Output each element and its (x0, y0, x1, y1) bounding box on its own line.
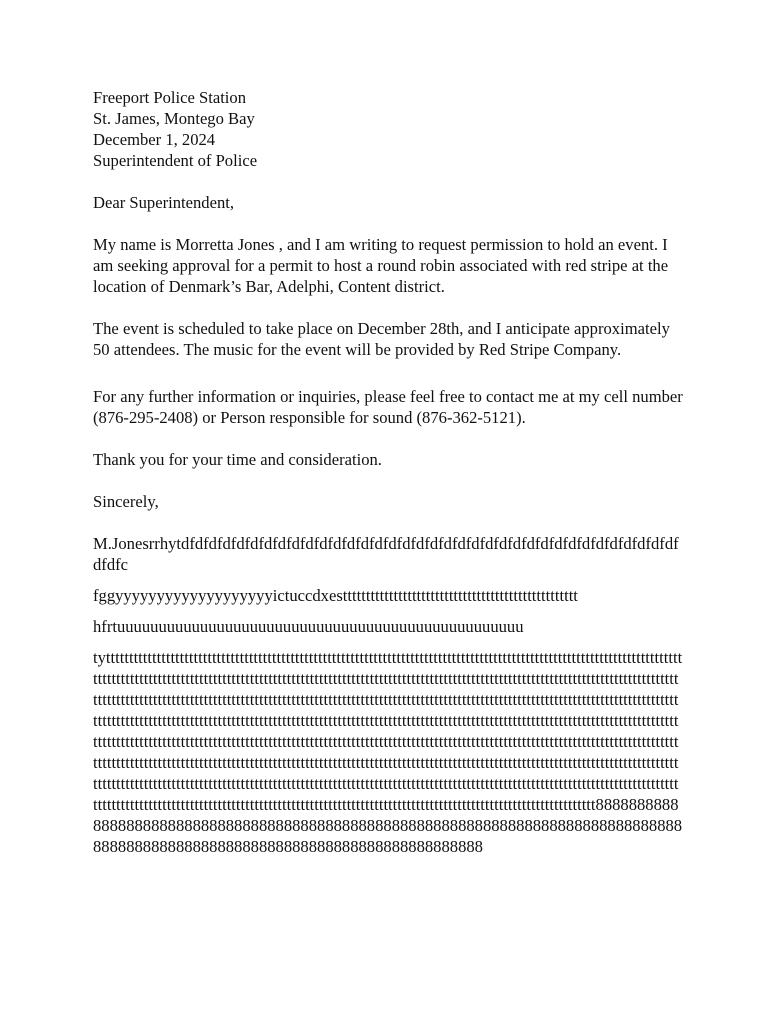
recipient-title: Superintendent of Police (93, 151, 258, 170)
paragraph-details: The event is scheduled to take place on December 28th, and I anticipate approximately 50 attendees. The music for the event will be provided by Red Stripe Company. (93, 319, 670, 359)
paragraph-contact: For any further information or inquiries, please feel free to contact me at my cell number (876-295-2408) or Person responsible for sound (876-362-5121). (93, 387, 683, 427)
paragraph-intro: My name is Morretta Jones , and I am writing to request permission to hold an event. I am seeking approval for a permit to host a round robin associated with red stripe at the location of Denmark’s Bar, Adelphi, Content district. (93, 235, 669, 296)
signature-line: tytttttttttttttttttttttttttttttttttttttttttttttttttttttttttttttttttttttttttttttttttttttttttttttttttttttttttttttttttttttttttttttttttttttttttttttttttttttttttttttttttttttttttttttttttttttttttttttttttttttttttttttttttttttttttttttttttttttttttttttttttttttttttttttttttttttttttttttttttttttttttttttttttttttttttttttttttttttttttttttttttttttttttttttttttttttttttttttttttttttttttttttttttttttttttttttttttttttttttttttttttttttttttttttttttttttttttttttttttttttttttttttttttttttttttttttttttttttttttttttttttttttttttttttttttttttttttttttttttttttttttttttttttttttttttttttttttttttttttttttttttttttttttttttttttttttttttttttttttttttttttttttttttttttttttttttttttttttttttttttttttttttttttttttttttttttttttttttttttttttttttttttttttttttttttttttttttttttttttttttttttttttttttttttttttttttttttttttttttttttttttttttttttttttttttttttttttttttttttttttttttttttttttttttttttttttttttttttttttttttttttttttttttttttttttttttttttttttttttttttttttttttttttttttttttttttttttttttttttttttttttttttttttttttttttttttttttttttttttttttttttttttttttttttttttttttttttttttttttttt88888888888888888888888888888888888888888888888888888888888888888888888888888888888888888888888888888888888888888888888888888888 (93, 648, 683, 856)
address-line: Freeport Police Station (93, 88, 247, 107)
signature-line: hfrtuuuuuuuuuuuuuuuuuuuuuuuuuuuuuuuuuuuuuuuuuuuuuuuuu (93, 617, 524, 636)
address-line: St. James, Montego Bay (93, 109, 255, 128)
salutation: Dear Superintendent, (93, 193, 234, 212)
closing: Sincerely, (93, 492, 159, 511)
signature-line: M.Jonesrrhytdfdfdfdfdfdfdfdfdfdfdfdfdfdfdfdfdfdfdfdfdfdfdfdfdfdfdfdfdfdfdfdfdfdfdfdfdfdfc (93, 534, 679, 574)
signature-line: fggyyyyyyyyyyyyyyyyyyyictuccdxesttttttttttttttttttttttttttttttttttttttttttttttttttt (93, 586, 578, 605)
paragraph-thanks: Thank you for your time and consideration. (93, 450, 382, 469)
recipient-address (93, 87, 683, 171)
letter-body (93, 87, 683, 857)
date-line: December 1, 2024 (93, 130, 216, 149)
